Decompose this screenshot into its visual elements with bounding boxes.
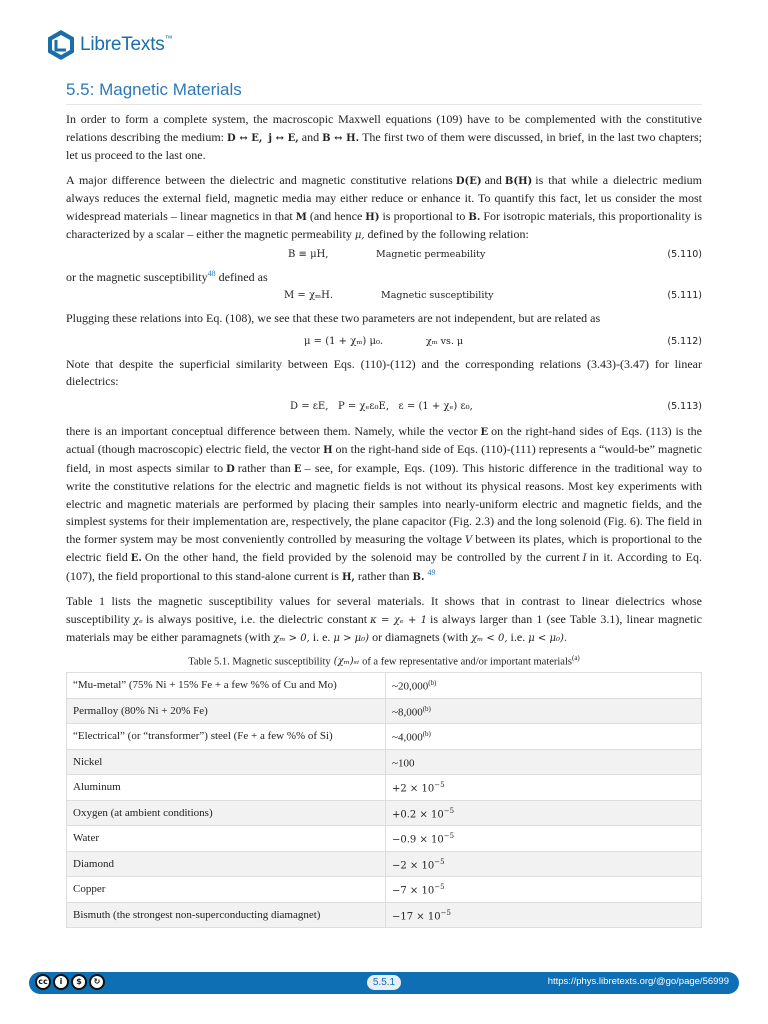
paragraph-constitutive: A major difference between the dielectric and magnetic constitutive relations D(E) and B(H) is that while a dielectric medium always reduces the external field, magnetic media may either reduce or enhance it. To quantify this fact, let us consider the most widespread materials – linear magnetics in that M (and hence H) is proportional to B. For isotropic materials, this proportionality is characterized by a scalar – either the magnetic permeability μ, defined by the following relation: — [66, 172, 702, 241]
equation-body: D = εE, P = χₑε₀E, ε = (1 + χₑ) ε₀, — [290, 400, 473, 412]
equation-label: Magnetic susceptibility — [381, 290, 494, 301]
equation-number: (5.111) — [667, 290, 702, 301]
page-content — [66, 74, 702, 928]
paragraph-table-intro: Table 1 lists the magnetic susceptibility values for several materials. It shows that in contrast to linear dielectrics whose susceptibility χₑ is always positive, i.e. the dielectric constant κ = χₑ + 1 is always larger than 1 (see Table 3.1), linear magnetic materials may be either paramagnets (with χₘ > 0, i. e. μ > μ₀) or diamagnets (with χₘ < 0, i.e. μ < μ₀). — [66, 594, 702, 644]
equation-label: χₘ vs. μ — [426, 335, 464, 347]
page-number-badge: 5.5.1 — [367, 975, 401, 990]
equation-number: (5.113) — [667, 400, 702, 412]
table-row — [67, 673, 702, 699]
value-cell: ~20,000$^{(b)}$ — [386, 673, 702, 699]
value-cell: $-0.9 \times 10^{-5}$ — [386, 826, 702, 852]
libretexts-logo[interactable] — [46, 28, 172, 62]
equation-body: M = χₘH. — [284, 290, 334, 301]
footnote-link-48[interactable]: 48 — [207, 268, 216, 278]
paragraph-plugging: Plugging these relations into Eq. (108), we see that these two parameters are not independent, but are related as — [66, 311, 601, 325]
value-cell: $-7 \times 10^{-5}$ — [386, 877, 702, 903]
equation-number: (5.110) — [667, 248, 702, 260]
equation-5-112 — [66, 332, 702, 356]
page-title: 5.5: Magnetic Materials — [66, 78, 702, 105]
value-cell: ~100 — [386, 749, 702, 775]
page-permalink[interactable]: https://phys.libretexts.org/@go/page/56999 — [547, 976, 729, 987]
libretexts-logo-icon — [46, 29, 76, 61]
equation-5-110 — [66, 245, 702, 269]
material-cell: Copper — [67, 877, 386, 903]
paragraph-intro: In order to form a complete system, the macroscopic Maxwell equations (109) have to be complemented with the constitutive relations describing the medium: D ↔ E, j ↔ E, and B ↔ H. The first two of them were discussed, in brief, in the last two chapters; let us proceed to the last one. — [66, 112, 702, 162]
table-row — [67, 826, 702, 852]
equation-number: (5.112) — [667, 335, 702, 347]
value-cell: ~8,000$^{(b)}$ — [386, 698, 702, 724]
equation-5-111 — [66, 286, 702, 310]
material-cell: Nickel — [67, 749, 386, 775]
noncommercial-icon: $ — [71, 974, 87, 990]
cc-license-badge[interactable] — [35, 974, 107, 990]
table-row — [67, 698, 702, 724]
table-row — [67, 749, 702, 775]
material-cell: Aluminum — [67, 775, 386, 801]
table-row — [67, 851, 702, 877]
material-cell: “Mu-metal” (75% Ni + 15% Fe + a few %% of Cu and Mo) — [67, 673, 386, 699]
by-attribution-icon: i — [53, 974, 69, 990]
table-caption: Table 5.1. Magnetic susceptibility (χₘ)ₛᵢ of a few representative and/or important materials$^{(a)}$ — [188, 653, 580, 667]
paragraph-conceptual-difference: there is an important conceptual difference between them. Namely, while the vector E on the right-hand sides of Eqs. (113) is the actual (though macroscopic) electric field, the vector H on the right-hand side of Eqs. (110)-(111) represents a “would-be” magnetic field, in most aspects similar to D rather than E – see, for example, Eqs. (109). This historic difference in the traditional way to write the constitutive relations for the electric and magnetic fields is not without its physical reasons. Most key experiments with electric and magnetic materials are performed by placing their samples into nearly-uniform electric and magnetic fields, and the simplest systems for their implementation are, respectively, the plane capacitor (Fig. 2.3) and the long solenoid (Fig. 6). The field in the former system may be most conveniently controlled by measuring the voltage V between its plates, which is proportional to the electric field E. On the other hand, the field provided by the solenoid may be controlled by the current I in it. According to Eq. (107), the field proportional to this stand-alone current is H, rather than B. $^{49}$ — [66, 423, 702, 583]
table-row — [67, 902, 702, 928]
table-row — [67, 800, 702, 826]
value-cell: $-17 \times 10^{-5}$ — [386, 902, 702, 928]
equation-label: Magnetic permeability — [376, 248, 486, 260]
equation-5-113 — [66, 397, 702, 421]
material-cell: Water — [67, 826, 386, 852]
footnote-link-49[interactable]: 49 — [427, 567, 436, 577]
table-row — [67, 724, 702, 750]
value-cell: $-2 \times 10^{-5}$ — [386, 851, 702, 877]
equation-body: B ≡ μH, — [288, 248, 329, 260]
paragraph-note: Note that despite the superficial similarity between Eqs. (110)-(112) and the corresponding relations (3.43)-(3.47) for linear dielectrics: — [66, 356, 702, 388]
table-row — [67, 877, 702, 903]
sharealike-icon: ↻ — [89, 974, 105, 990]
material-cell: “Electrical” (or “transformer”) steel (Fe + a few %% of Si) — [67, 724, 386, 750]
value-cell: ~4,000$^{(b)}$ — [386, 724, 702, 750]
paragraph-susceptibility: or the magnetic susceptibility$^{48}$ defined as — [66, 268, 268, 284]
material-cell: Permalloy (80% Ni + 20% Fe) — [67, 698, 386, 724]
logo-text: LibreTexts™ — [80, 34, 173, 55]
cc-icon: cc — [35, 974, 51, 990]
page-footer — [29, 972, 739, 994]
value-cell: $+2 \times 10^{-5}$ — [386, 775, 702, 801]
value-cell: $+0.2 \times 10^{-5}$ — [386, 800, 702, 826]
material-cell: Oxygen (at ambient conditions) — [67, 800, 386, 826]
material-cell: Diamond — [67, 851, 386, 877]
material-cell: Bismuth (the strongest non-superconducting diamagnet) — [67, 902, 386, 928]
susceptibility-table — [66, 672, 702, 928]
equation-body: μ = (1 + χₘ) μ₀. — [304, 335, 384, 347]
table-row — [67, 775, 702, 801]
